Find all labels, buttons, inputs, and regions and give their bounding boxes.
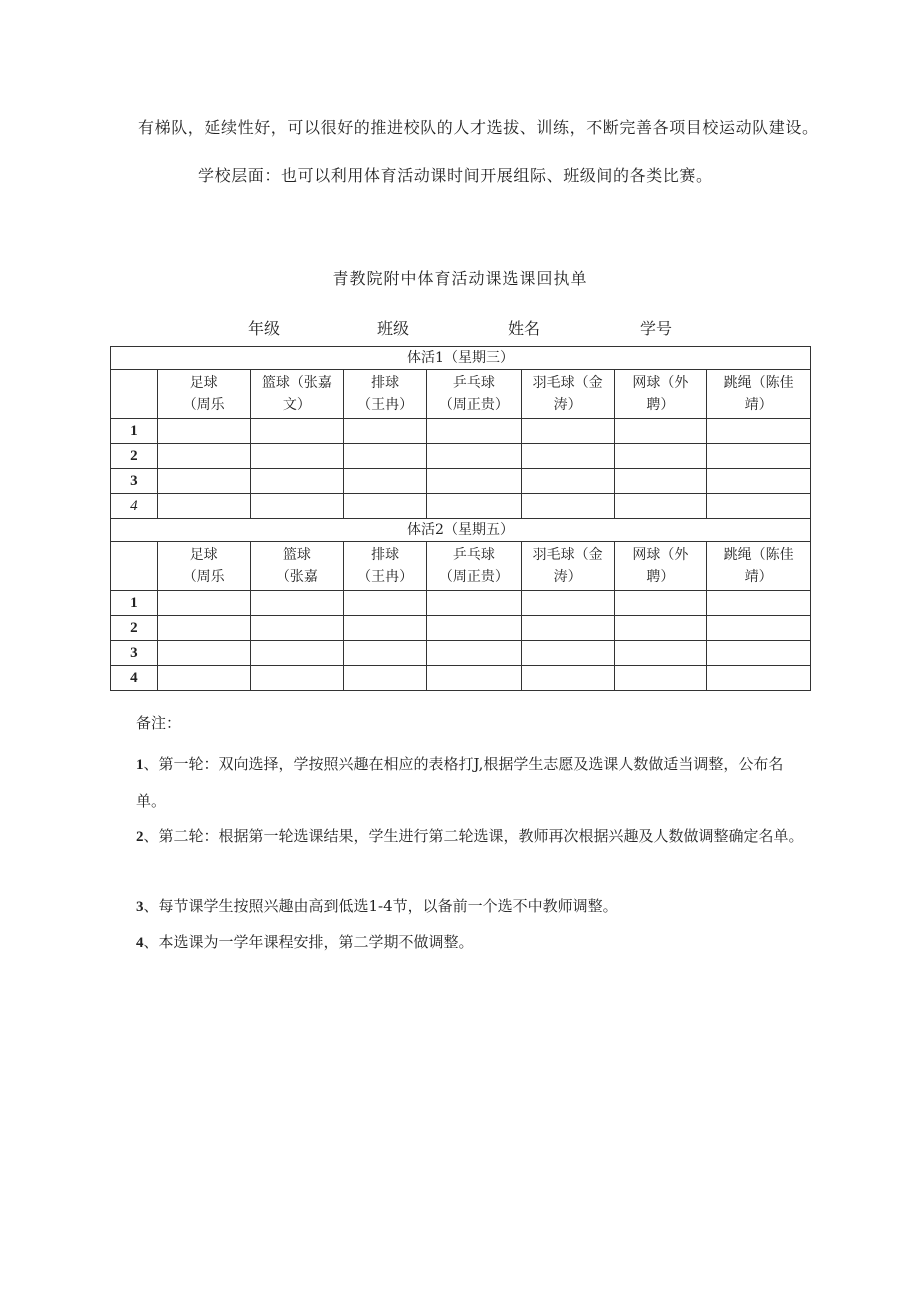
choice-cell[interactable] (521, 666, 614, 691)
choice-cell[interactable] (614, 469, 707, 494)
field-grade-label: 年级 (248, 319, 281, 338)
blank-header-cell (111, 542, 158, 591)
column-header: 羽毛球（金 涛） (521, 542, 614, 591)
column-header: 足球 （周乐 (157, 542, 250, 591)
choice-cell[interactable] (157, 591, 250, 616)
choice-cell[interactable] (521, 469, 614, 494)
choice-cell[interactable] (427, 494, 522, 519)
choice-cell[interactable] (250, 444, 344, 469)
choice-cell[interactable] (344, 591, 427, 616)
choice-cell[interactable] (250, 666, 344, 691)
choice-cell[interactable] (614, 494, 707, 519)
choice-cell[interactable] (707, 469, 811, 494)
choice-cell[interactable] (344, 444, 427, 469)
choice-cell[interactable] (614, 616, 707, 641)
choice-cell[interactable] (250, 469, 344, 494)
table-row (111, 494, 811, 519)
choice-cell[interactable] (250, 616, 344, 641)
choice-cell[interactable] (614, 666, 707, 691)
section2-title: 体活2（星期五） (111, 519, 811, 542)
choice-cell[interactable] (427, 666, 522, 691)
column-header: 羽毛球（金 涛） (521, 370, 614, 419)
choice-cell[interactable] (707, 641, 811, 666)
choice-cell[interactable] (521, 494, 614, 519)
choice-cell[interactable] (427, 616, 522, 641)
blank-header-cell (111, 370, 158, 419)
row-number: 2 (111, 616, 158, 641)
choice-cell[interactable] (157, 419, 250, 444)
choice-cell[interactable] (344, 469, 427, 494)
field-name-label: 姓名 (508, 319, 541, 338)
choice-cell[interactable] (427, 469, 522, 494)
column-header: 乒乓球 （周正贵） (427, 542, 522, 591)
table-row (111, 444, 811, 469)
choice-cell[interactable] (521, 616, 614, 641)
choice-cell[interactable] (521, 591, 614, 616)
choice-cell[interactable] (707, 419, 811, 444)
choice-cell[interactable] (344, 419, 427, 444)
row-number: 1 (111, 591, 158, 616)
note-item-2: 2、第二轮：根据第一轮选课结果，学生进行第二轮选课，教师再次根据兴趣及人数做调整确定名单。 (136, 827, 804, 845)
choice-cell[interactable] (250, 641, 344, 666)
choice-cell[interactable] (427, 444, 522, 469)
column-header: 网球（外 聘） (614, 542, 707, 591)
choice-cell[interactable] (427, 591, 522, 616)
choice-cell[interactable] (250, 419, 344, 444)
column-header: 网球（外 聘） (614, 370, 707, 419)
paragraph-2: 学校层面：也可以利用体育活动课时间开展组际、班级间的各类比赛。 (198, 166, 713, 185)
selection-table (110, 346, 811, 691)
column-header: 足球 （周乐 (157, 370, 250, 419)
choice-cell[interactable] (521, 444, 614, 469)
choice-cell[interactable] (427, 641, 522, 666)
row-number: 3 (111, 469, 158, 494)
choice-cell[interactable] (344, 641, 427, 666)
choice-cell[interactable] (157, 444, 250, 469)
note-item-1: 1、第一轮：双向选择，学按照兴趣在相应的表格打J,根据学生志愿及选课人数做适当调整，公布名单。 (136, 755, 784, 810)
table-row (111, 616, 811, 641)
choice-cell[interactable] (614, 641, 707, 666)
choice-cell[interactable] (157, 616, 250, 641)
section1-title: 体活1（星期三） (111, 347, 811, 370)
column-header: 跳绳（陈佳 靖） (707, 370, 811, 419)
choice-cell[interactable] (157, 641, 250, 666)
choice-cell[interactable] (157, 666, 250, 691)
choice-cell[interactable] (344, 616, 427, 641)
choice-cell[interactable] (707, 591, 811, 616)
choice-cell[interactable] (250, 591, 344, 616)
choice-cell[interactable] (427, 419, 522, 444)
choice-cell[interactable] (707, 616, 811, 641)
choice-cell[interactable] (521, 641, 614, 666)
field-student-id-label: 学号 (640, 319, 673, 338)
choice-cell[interactable] (614, 591, 707, 616)
row-number: 2 (111, 444, 158, 469)
note-item-4: 4、本选课为一学年课程安排，第二学期不做调整。 (136, 933, 474, 951)
choice-cell[interactable] (707, 666, 811, 691)
choice-cell[interactable] (614, 444, 707, 469)
note-item-3: 3、每节课学生按照兴趣由高到低选1-4节，以备前一个选不中教师调整。 (136, 897, 618, 915)
choice-cell[interactable] (344, 494, 427, 519)
form-title: 青教院附中体育活动课选课回执单 (332, 269, 588, 288)
field-class-label: 班级 (377, 319, 410, 338)
choice-cell[interactable] (614, 419, 707, 444)
column-header: 篮球（张嘉 文） (250, 370, 344, 419)
notes-label: 备注： (136, 714, 182, 732)
column-header: 乒乓球 （周正贵） (427, 370, 522, 419)
column-header: 篮球 （张嘉 (250, 542, 344, 591)
row-number: 4 (111, 494, 158, 519)
paragraph-1: 有梯队，延续性好，可以很好的推进校队的人才选拔、训练，不断完善各项目校运动队建设。 (138, 118, 819, 137)
column-header: 排球 （王冉） (344, 370, 427, 419)
choice-cell[interactable] (521, 419, 614, 444)
choice-cell[interactable] (157, 469, 250, 494)
table-row (111, 641, 811, 666)
column-header: 排球 （王冉） (344, 542, 427, 591)
row-number: 3 (111, 641, 158, 666)
table-row (111, 591, 811, 616)
choice-cell[interactable] (157, 494, 250, 519)
row-number: 4 (111, 666, 158, 691)
row-number: 1 (111, 419, 158, 444)
column-header: 跳绳（陈佳 靖） (707, 542, 811, 591)
table-row (111, 419, 811, 444)
choice-cell[interactable] (344, 666, 427, 691)
table-row (111, 469, 811, 494)
choice-cell[interactable] (707, 444, 811, 469)
choice-cell[interactable] (707, 494, 811, 519)
choice-cell[interactable] (250, 494, 344, 519)
table-row (111, 666, 811, 691)
